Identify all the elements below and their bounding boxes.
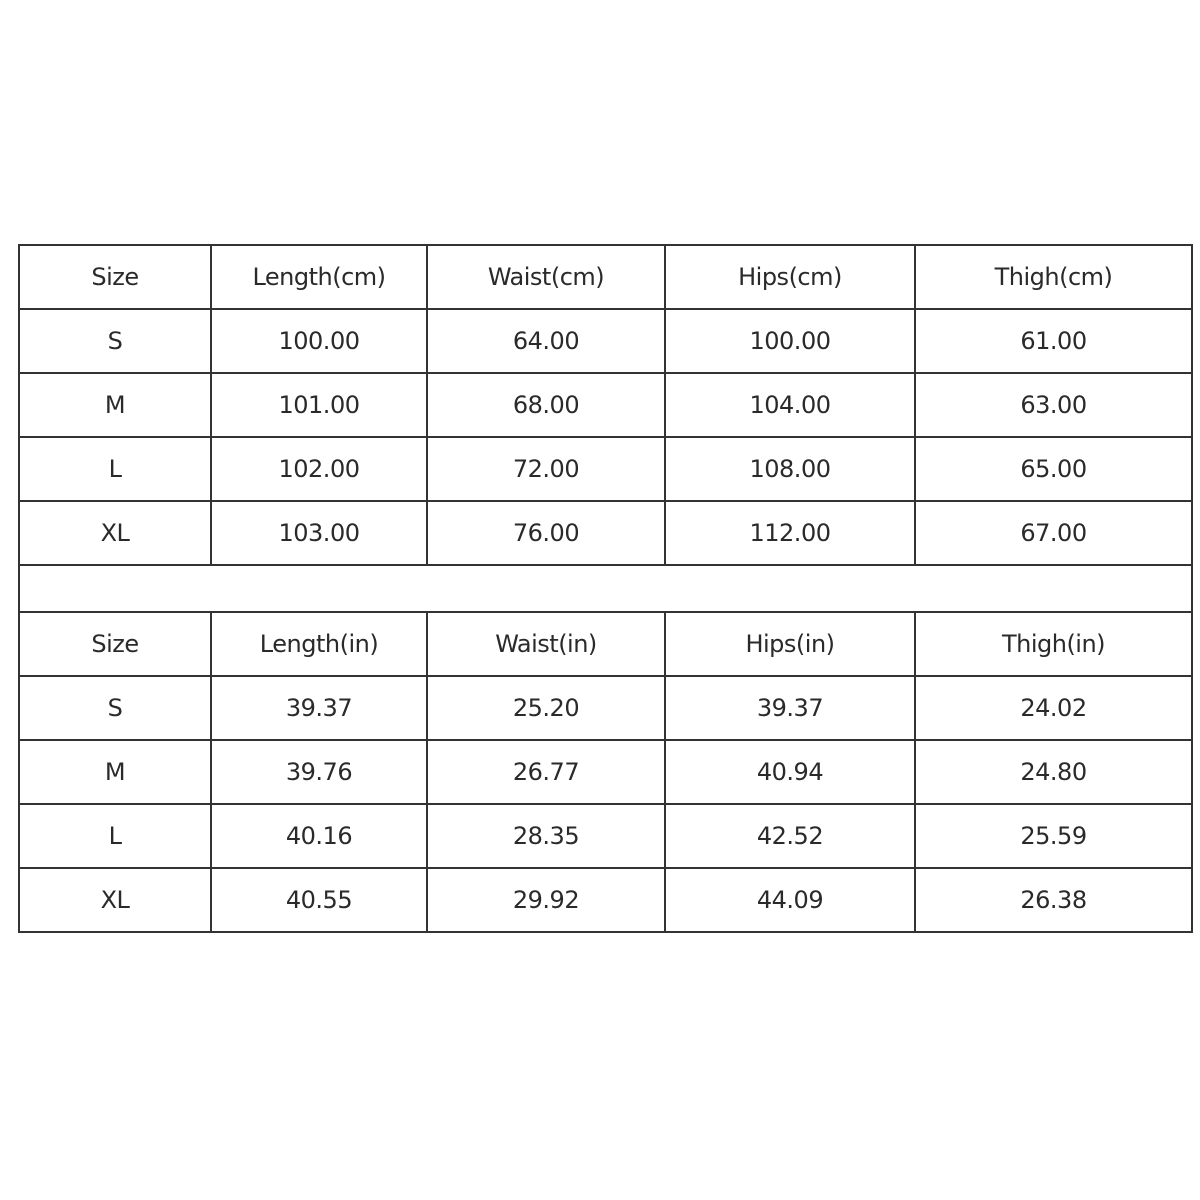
table-row — [19, 868, 1192, 932]
table-cell: 63.00 — [915, 373, 1192, 437]
header-cell: Size — [19, 612, 211, 676]
table-cell: 100.00 — [665, 309, 915, 373]
table-cell: 39.76 — [211, 740, 427, 804]
in-header-row — [19, 612, 1192, 676]
table-cell: 39.37 — [665, 676, 915, 740]
header-cell: Waist(cm) — [427, 245, 665, 309]
table-cell: L — [19, 437, 211, 501]
table-cell: 65.00 — [915, 437, 1192, 501]
table-cell: 76.00 — [427, 501, 665, 565]
cm-header-row — [19, 245, 1192, 309]
header-cell: Length(cm) — [211, 245, 427, 309]
header-cell: Size — [19, 245, 211, 309]
table-cell: 25.20 — [427, 676, 665, 740]
table-cell: 72.00 — [427, 437, 665, 501]
table-cell: 44.09 — [665, 868, 915, 932]
table-cell: 26.77 — [427, 740, 665, 804]
table-cell: 26.38 — [915, 868, 1192, 932]
table-cell: 39.37 — [211, 676, 427, 740]
table-cell: M — [19, 373, 211, 437]
table-cell: 29.92 — [427, 868, 665, 932]
table-cell: 25.59 — [915, 804, 1192, 868]
table-cell: 40.16 — [211, 804, 427, 868]
table-cell: 64.00 — [427, 309, 665, 373]
table-cell: 67.00 — [915, 501, 1192, 565]
table-cell: 102.00 — [211, 437, 427, 501]
table-cell: 24.80 — [915, 740, 1192, 804]
table-cell: S — [19, 676, 211, 740]
table-cell: 40.55 — [211, 868, 427, 932]
table-row — [19, 740, 1192, 804]
table-cell: 104.00 — [665, 373, 915, 437]
header-cell: Waist(in) — [427, 612, 665, 676]
table-cell: L — [19, 804, 211, 868]
table-cell: XL — [19, 868, 211, 932]
table-cell: XL — [19, 501, 211, 565]
table-cell: 28.35 — [427, 804, 665, 868]
table-cell: S — [19, 309, 211, 373]
table-cell: 68.00 — [427, 373, 665, 437]
table-cell: 103.00 — [211, 501, 427, 565]
table-cell: 40.94 — [665, 740, 915, 804]
table-cell: 100.00 — [211, 309, 427, 373]
header-cell: Hips(in) — [665, 612, 915, 676]
table-row — [19, 676, 1192, 740]
spacer-row — [19, 565, 1192, 612]
spacer-cell — [19, 565, 1192, 612]
table-cell: 108.00 — [665, 437, 915, 501]
table-cell: 24.02 — [915, 676, 1192, 740]
table-row — [19, 437, 1192, 501]
table-cell: 101.00 — [211, 373, 427, 437]
header-cell: Thigh(cm) — [915, 245, 1192, 309]
table-cell: 61.00 — [915, 309, 1192, 373]
table-row — [19, 804, 1192, 868]
table-row — [19, 501, 1192, 565]
table-row — [19, 373, 1192, 437]
header-cell: Hips(cm) — [665, 245, 915, 309]
table-cell: M — [19, 740, 211, 804]
size-chart-table — [18, 244, 1193, 933]
header-cell: Length(in) — [211, 612, 427, 676]
table-cell: 42.52 — [665, 804, 915, 868]
header-cell: Thigh(in) — [915, 612, 1192, 676]
table-cell: 112.00 — [665, 501, 915, 565]
table-row — [19, 309, 1192, 373]
